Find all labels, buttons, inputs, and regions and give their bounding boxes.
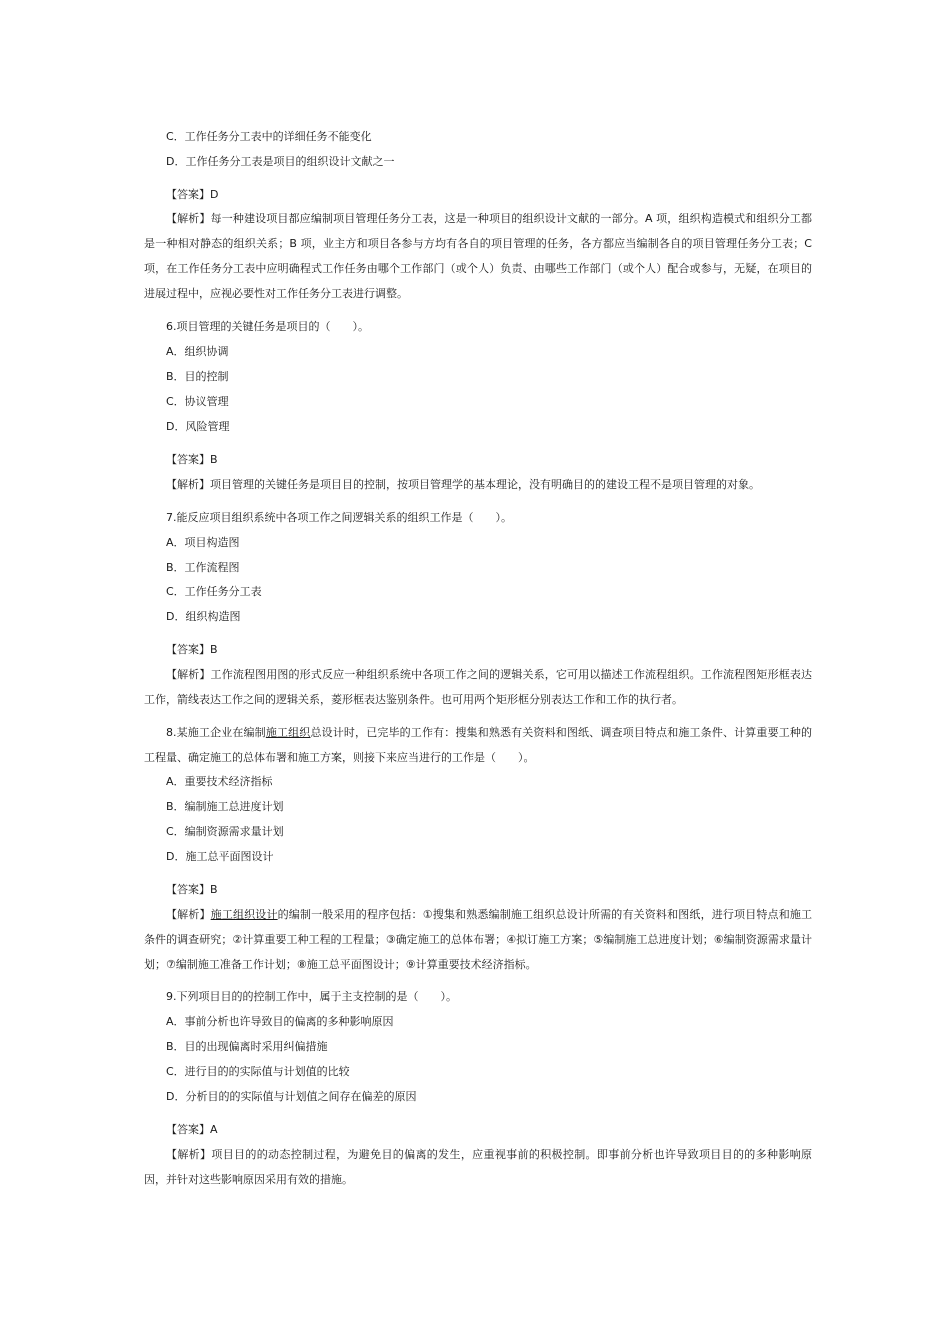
q7-option-d: D．组织构造图 [166, 610, 241, 623]
q8-stem-suffix: 总设计时，已完毕的工作有：搜集和熟悉有关资料和图纸、调查项目特点和施工条件、计算重要工种的工程量、确定施工的总体布署和施工方案，则接下来应当进行的工作是（ ）。 [144, 726, 813, 764]
q8-analysis-prefix: 【解析】 [166, 908, 211, 921]
q6-option-a: A．组织协调 [166, 345, 229, 358]
q9-analysis: 【解析】项目目的的动态控制过程，为避免目的偏离的发生，应重视事前的积极控制。即事前分析也许导致项目目的的多种影响原因，并针对这些影响原因采用有效的措施。 [144, 1148, 812, 1186]
q8-answer: 【答案】B [166, 883, 218, 896]
q9-option-d: D．分析目的的实际值与计划值之间存在偏差的原因 [166, 1090, 417, 1103]
q9-option-c: C．进行目的的实际值与计划值的比较 [166, 1065, 350, 1078]
q7-analysis: 【解析】工作流程图用图的形式反应一种组织系统中各项工作之间的逻辑关系，它可用以描述工作流程组织。工作流程图矩形框表达工作，箭线表达工作之间的逻辑关系，菱形框表达鉴别条件。也可用两个矩形框分别表达工作和工作的执行者。 [144, 668, 812, 706]
q7-stem: 7.能反应项目组织系统中各项工作之间逻辑关系的组织工作是（ ）。 [166, 511, 512, 524]
q9-option-a: A．事前分析也许导致目的偏离的多种影响原因 [166, 1015, 394, 1028]
q9-answer: 【答案】A [166, 1123, 218, 1136]
q8-stem [144, 720, 812, 770]
q8-stem-prefix: 8.某施工企业在编制 [166, 726, 266, 739]
q6-stem: 6.项目管理的关键任务是项目的（ ）。 [166, 320, 369, 333]
q8-stem-link[interactable]: 施工组织 [265, 726, 311, 739]
q9-stem: 9.下列项目目的的控制工作中，属于主支控制的是（ ）。 [166, 990, 457, 1003]
q6-option-b: B．目的控制 [166, 370, 229, 383]
q8-option-d: D．施工总平面图设计 [166, 850, 274, 863]
q6-option-d: D．风险管理 [166, 420, 230, 433]
q5-answer: 【答案】D [166, 188, 219, 201]
q6-option-c: C．协议管理 [166, 395, 229, 408]
q7-option-b: B．工作流程图 [166, 561, 240, 574]
q8-analysis-link[interactable]: 施工组织设计 [210, 908, 278, 921]
q7-option-c: C．工作任务分工表 [166, 585, 262, 598]
q8-analysis [144, 902, 812, 977]
q5-option-d: D．工作任务分工表是项目的组织设计文献之一 [166, 155, 395, 168]
q5-analysis: 【解析】每一种建设项目都应编制项目管理任务分工表，这是一种项目的组织设计文献的一部分。A 项，组织构造模式和组织分工都是一种相对静态的组织关系；B 项，业主方和项目各参与方均有各自的项目管理的任务，各方都应当编制各自的项目管理任务分工表；C 项，在工作任务分工表中应明确程式工作任务由哪个工作部门（或个人）负责、由哪些工作部门（或个人）配合或参与，无疑，在项目的进展过程中，应视必要性对工作任务分工表进行调整。 [144, 212, 812, 300]
q8-analysis-suffix: 的编制一般采用的程序包括：①搜集和熟悉编制施工组织总设计所需的有关资料和图纸，进行项目特点和施工条件的调查研究；②计算重要工种工程的工程量；③确定施工的总体布署；④拟订施工方案；⑤编制施工总进度计划；⑥编制资源需求量计划；⑦编制施工准备工作计划；⑧施工总平面图设计；⑨计算重要技术经济指标。 [144, 908, 813, 971]
q8-option-a: A．重要技术经济指标 [166, 775, 273, 788]
q7-answer: 【答案】B [166, 643, 218, 656]
q6-analysis: 【解析】项目管理的关键任务是项目目的控制，按项目管理学的基本理论，没有明确目的的建设工程不是项目管理的对象。 [166, 478, 760, 491]
q8-option-b: B．编制施工总进度计划 [166, 800, 284, 813]
q5-option-c: C．工作任务分工表中的详细任务不能变化 [166, 130, 372, 143]
q8-option-c: C．编制资源需求量计划 [166, 825, 284, 838]
q6-answer: 【答案】B [166, 453, 218, 466]
q9-option-b: B．目的出现偏离时采用纠偏措施 [166, 1040, 328, 1053]
q7-option-a: A．项目构造图 [166, 536, 240, 549]
